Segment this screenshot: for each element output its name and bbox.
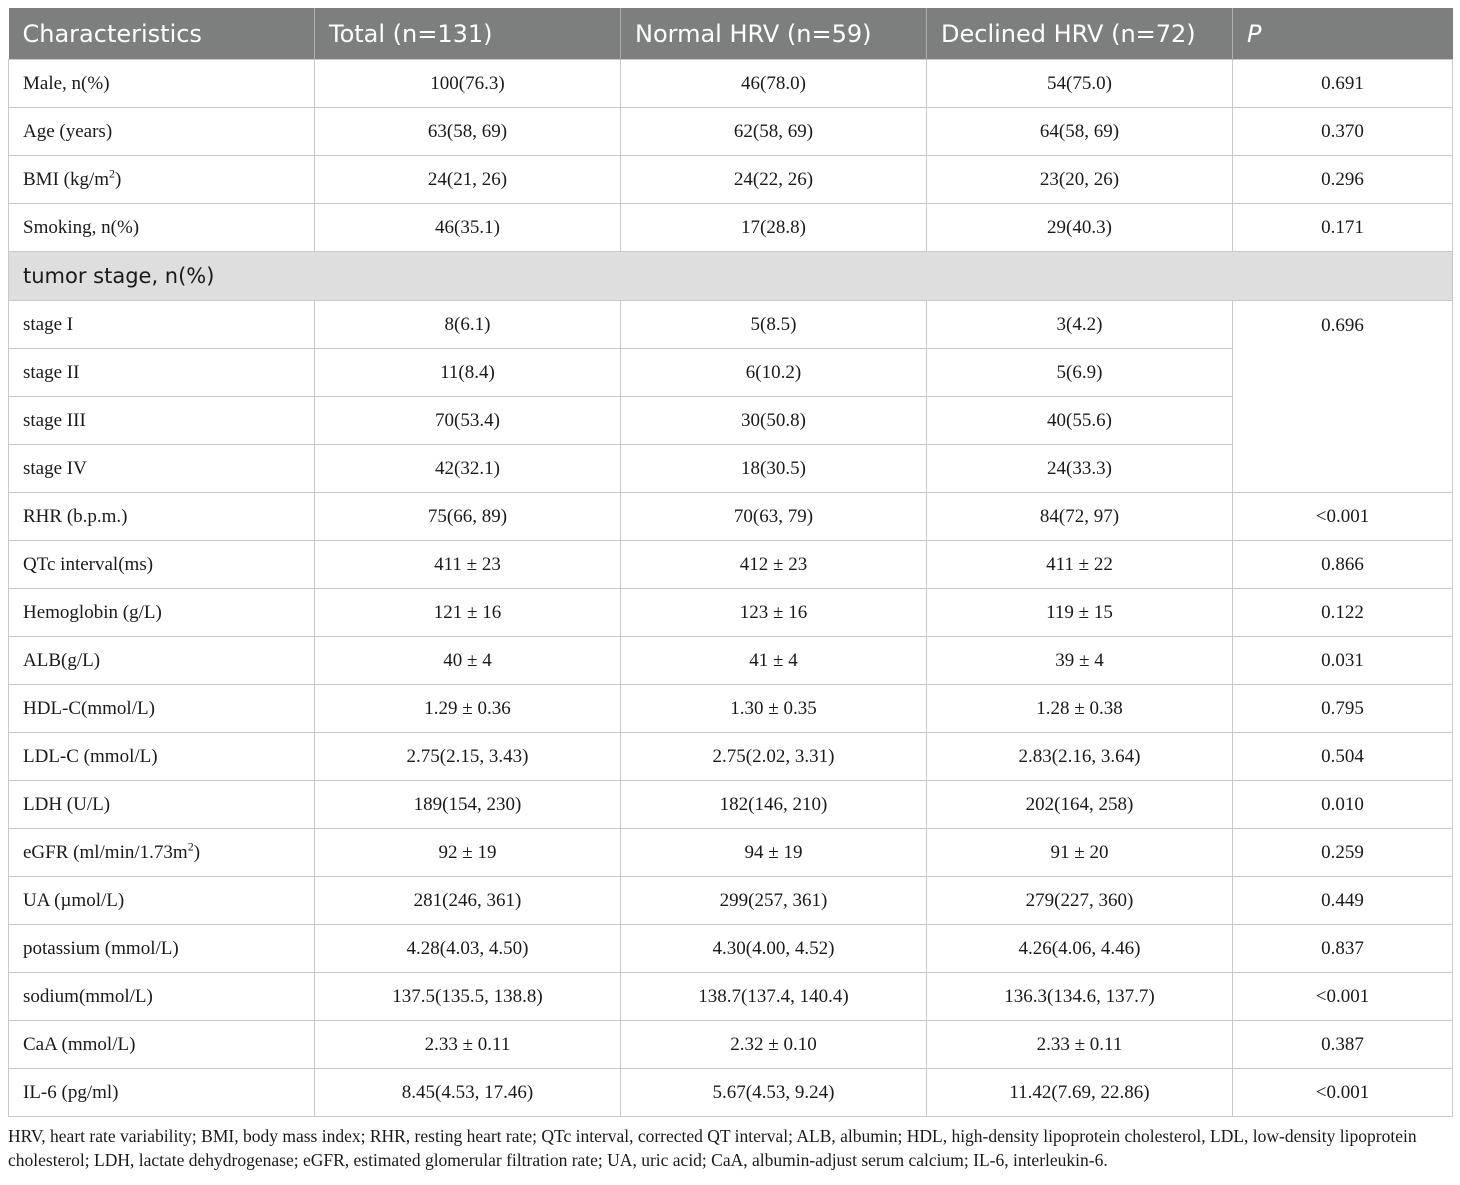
cell-p-value: <0.001	[1233, 1069, 1453, 1117]
cell-normal-hrv: 30(50.8)	[621, 397, 927, 445]
header-characteristics: Characteristics	[9, 8, 315, 60]
table-row	[9, 781, 1453, 829]
characteristics-table	[8, 8, 1453, 1117]
cell-normal-hrv: 299(257, 361)	[621, 877, 927, 925]
table-row	[9, 973, 1453, 1021]
cell-total: 8(6.1)	[315, 301, 621, 349]
row-label: LDL-C (mmol/L)	[9, 733, 315, 781]
row-label: HDL-C(mmol/L)	[9, 685, 315, 733]
cell-p-value: 0.504	[1233, 733, 1453, 781]
cell-total: 2.75(2.15, 3.43)	[315, 733, 621, 781]
cell-total: 92 ± 19	[315, 829, 621, 877]
cell-declined-hrv: 91 ± 20	[927, 829, 1233, 877]
row-label: Smoking, n(%)	[9, 204, 315, 252]
row-label-superscript: 2	[187, 839, 194, 854]
cell-normal-hrv: 24(22, 26)	[621, 156, 927, 204]
header-total: Total (n=131)	[315, 8, 621, 60]
cell-normal-hrv: 2.32 ± 0.10	[621, 1021, 927, 1069]
cell-p-value: 0.259	[1233, 829, 1453, 877]
row-label: IL-6 (pg/ml)	[9, 1069, 315, 1117]
cell-p-value: 0.122	[1233, 589, 1453, 637]
cell-normal-hrv: 62(58, 69)	[621, 108, 927, 156]
row-label: CaA (mmol/L)	[9, 1021, 315, 1069]
cell-normal-hrv: 18(30.5)	[621, 445, 927, 493]
cell-normal-hrv: 1.30 ± 0.35	[621, 685, 927, 733]
table-row-stage	[9, 301, 1453, 349]
table-row	[9, 925, 1453, 973]
cell-declined-hrv: 3(4.2)	[927, 301, 1233, 349]
cell-total: 100(76.3)	[315, 60, 621, 108]
header-declined-hrv: Declined HRV (n=72)	[927, 8, 1233, 60]
cell-normal-hrv: 94 ± 19	[621, 829, 927, 877]
cell-p-value: 0.010	[1233, 781, 1453, 829]
row-label-text-end: )	[193, 841, 201, 863]
cell-normal-hrv: 17(28.8)	[621, 204, 927, 252]
cell-declined-hrv: 5(6.9)	[927, 349, 1233, 397]
row-label: UA (µmol/L)	[9, 877, 315, 925]
row-label	[9, 829, 315, 877]
cell-total: 411 ± 23	[315, 541, 621, 589]
table-row	[9, 829, 1453, 877]
cell-p-value: 0.449	[1233, 877, 1453, 925]
table-figure	[8, 8, 1452, 1172]
cell-p-value: 0.031	[1233, 637, 1453, 685]
cell-normal-hrv: 4.30(4.00, 4.52)	[621, 925, 927, 973]
cell-normal-hrv: 46(78.0)	[621, 60, 927, 108]
cell-p-value: 0.296	[1233, 156, 1453, 204]
cell-p-value: 0.837	[1233, 925, 1453, 973]
section-label: tumor stage, n(%)	[9, 252, 1453, 301]
cell-p-value: 0.795	[1233, 685, 1453, 733]
table-row	[9, 685, 1453, 733]
cell-total: 137.5(135.5, 138.8)	[315, 973, 621, 1021]
cell-p-value: 0.866	[1233, 541, 1453, 589]
cell-declined-hrv: 2.83(2.16, 3.64)	[927, 733, 1233, 781]
cell-normal-hrv: 5(8.5)	[621, 301, 927, 349]
cell-declined-hrv: 4.26(4.06, 4.46)	[927, 925, 1233, 973]
cell-declined-hrv: 54(75.0)	[927, 60, 1233, 108]
table-row	[9, 156, 1453, 204]
cell-declined-hrv: 84(72, 97)	[927, 493, 1233, 541]
row-label: Hemoglobin (g/L)	[9, 589, 315, 637]
cell-total: 121 ± 16	[315, 589, 621, 637]
table-body	[9, 60, 1453, 1117]
row-label: Male, n(%)	[9, 60, 315, 108]
cell-total: 4.28(4.03, 4.50)	[315, 925, 621, 973]
cell-p-value-stage: 0.696	[1233, 301, 1453, 493]
cell-p-value: <0.001	[1233, 493, 1453, 541]
table-row	[9, 204, 1453, 252]
cell-p-value: 0.691	[1233, 60, 1453, 108]
header-p-value: P	[1233, 8, 1453, 60]
cell-total: 281(246, 361)	[315, 877, 621, 925]
cell-normal-hrv: 138.7(137.4, 140.4)	[621, 973, 927, 1021]
cell-declined-hrv: 24(33.3)	[927, 445, 1233, 493]
cell-normal-hrv: 182(146, 210)	[621, 781, 927, 829]
cell-total: 46(35.1)	[315, 204, 621, 252]
cell-p-value: <0.001	[1233, 973, 1453, 1021]
section-row-tumor-stage	[9, 252, 1453, 301]
table-row	[9, 541, 1453, 589]
cell-declined-hrv: 136.3(134.6, 137.7)	[927, 973, 1233, 1021]
row-label	[9, 156, 315, 204]
row-label-text-end: )	[115, 168, 122, 190]
cell-normal-hrv: 5.67(4.53, 9.24)	[621, 1069, 927, 1117]
cell-normal-hrv: 70(63, 79)	[621, 493, 927, 541]
cell-p-value: 0.387	[1233, 1021, 1453, 1069]
cell-normal-hrv: 412 ± 23	[621, 541, 927, 589]
cell-total: 11(8.4)	[315, 349, 621, 397]
row-label: potassium (mmol/L)	[9, 925, 315, 973]
table-row	[9, 589, 1453, 637]
cell-declined-hrv: 279(227, 360)	[927, 877, 1233, 925]
cell-normal-hrv: 41 ± 4	[621, 637, 927, 685]
row-label: Age (years)	[9, 108, 315, 156]
cell-total: 2.33 ± 0.11	[315, 1021, 621, 1069]
cell-p-value: 0.171	[1233, 204, 1453, 252]
row-label-superscript: 2	[109, 166, 116, 181]
cell-total: 42(32.1)	[315, 445, 621, 493]
row-label: RHR (b.p.m.)	[9, 493, 315, 541]
row-label: stage I	[9, 301, 315, 349]
row-label: LDH (U/L)	[9, 781, 315, 829]
cell-total: 24(21, 26)	[315, 156, 621, 204]
cell-total: 75(66, 89)	[315, 493, 621, 541]
row-label: stage II	[9, 349, 315, 397]
cell-p-value: 0.370	[1233, 108, 1453, 156]
cell-declined-hrv: 202(164, 258)	[927, 781, 1233, 829]
table-row	[9, 877, 1453, 925]
row-label: ALB(g/L)	[9, 637, 315, 685]
cell-declined-hrv: 39 ± 4	[927, 637, 1233, 685]
cell-total: 1.29 ± 0.36	[315, 685, 621, 733]
table-row	[9, 1021, 1453, 1069]
table-row	[9, 493, 1453, 541]
table-row	[9, 733, 1453, 781]
cell-declined-hrv: 64(58, 69)	[927, 108, 1233, 156]
row-label: QTc interval(ms)	[9, 541, 315, 589]
cell-normal-hrv: 123 ± 16	[621, 589, 927, 637]
table-header-row	[9, 8, 1453, 60]
cell-total: 70(53.4)	[315, 397, 621, 445]
cell-declined-hrv: 1.28 ± 0.38	[927, 685, 1233, 733]
table-footnote: HRV, heart rate variability; BMI, body mass index; RHR, resting heart rate; QTc interval, corrected QT interval; ALB, albumin; HDL, high-density lipoprotein cholesterol, LDL, low-density lipoprotein cholesterol; LDH, lactate dehydrogenase; eGFR, estimated glomerular filtration rate; UA, uric acid; CaA, albumin-adjust serum calcium; IL-6, interleukin-6.	[8, 1126, 1417, 1170]
header-normal-hrv: Normal HRV (n=59)	[621, 8, 927, 60]
table-row	[9, 637, 1453, 685]
cell-normal-hrv: 6(10.2)	[621, 349, 927, 397]
row-label-text: eGFR (ml/min/1.73m	[23, 841, 188, 863]
cell-declined-hrv: 23(20, 26)	[927, 156, 1233, 204]
cell-declined-hrv: 2.33 ± 0.11	[927, 1021, 1233, 1069]
cell-declined-hrv: 119 ± 15	[927, 589, 1233, 637]
row-label-text: BMI (kg/m	[23, 168, 110, 190]
row-label: stage III	[9, 397, 315, 445]
cell-declined-hrv: 40(55.6)	[927, 397, 1233, 445]
table-row	[9, 108, 1453, 156]
cell-total: 63(58, 69)	[315, 108, 621, 156]
cell-declined-hrv: 29(40.3)	[927, 204, 1233, 252]
row-label: stage IV	[9, 445, 315, 493]
cell-normal-hrv: 2.75(2.02, 3.31)	[621, 733, 927, 781]
cell-declined-hrv: 11.42(7.69, 22.86)	[927, 1069, 1233, 1117]
row-label: sodium(mmol/L)	[9, 973, 315, 1021]
table-row	[9, 1069, 1453, 1117]
cell-total: 8.45(4.53, 17.46)	[315, 1069, 621, 1117]
cell-declined-hrv: 411 ± 22	[927, 541, 1233, 589]
cell-total: 189(154, 230)	[315, 781, 621, 829]
table-row	[9, 60, 1453, 108]
cell-total: 40 ± 4	[315, 637, 621, 685]
